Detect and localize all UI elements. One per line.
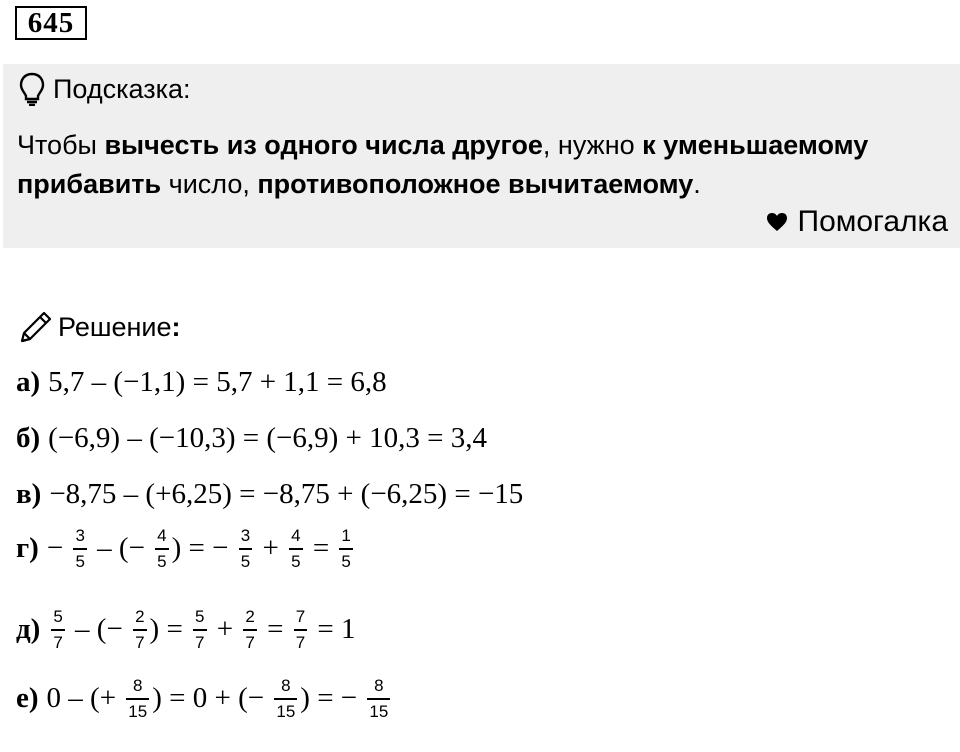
row-label: б) — [16, 422, 41, 454]
numerator: 1 — [341, 526, 351, 545]
denominator: 5 — [157, 551, 167, 571]
solution-row-e — [16, 676, 393, 722]
credit — [766, 204, 949, 240]
solution-row-a — [16, 366, 387, 399]
pencil-icon — [18, 309, 54, 345]
expression-text: – (− — [89, 532, 153, 565]
credit-label: Помогалка — [797, 205, 948, 238]
fraction — [243, 607, 256, 653]
hint-text-part: , нужно — [542, 130, 643, 160]
row-label: в) — [16, 478, 42, 510]
fraction — [274, 676, 297, 722]
solution-row-v — [16, 478, 523, 511]
expression-text: 5,7 – (−1,1) = 5,7 + 1,1 = 6,8 — [48, 366, 387, 398]
expression-text: (−6,9) – (−10,3) = (−6,9) + 10,3 = 3,4 — [48, 422, 487, 454]
numerator: 5 — [195, 607, 205, 626]
fraction — [367, 676, 390, 722]
numerator: 5 — [53, 607, 63, 626]
solution-title: Решение — [58, 312, 172, 342]
numerator: 2 — [135, 607, 145, 626]
numerator: 3 — [75, 526, 85, 545]
hint-title: Подсказка: — [53, 74, 191, 104]
row-label: а) — [16, 366, 41, 398]
expression-text: ) = − — [171, 532, 236, 565]
expression-text: 0 – (+ — [46, 682, 124, 715]
hint-text-part: к уменьшаемому прибавить — [17, 130, 869, 199]
denominator: 7 — [195, 632, 205, 652]
row-label: г) — [16, 532, 39, 565]
solution-row-d — [16, 607, 356, 653]
expression-text: + — [209, 613, 241, 646]
lightbulb-icon — [19, 72, 45, 106]
denominator: 5 — [341, 551, 351, 571]
denominator: 15 — [128, 701, 148, 721]
solution-title-row — [18, 309, 181, 345]
denominator: 5 — [75, 551, 85, 571]
hint-text-part: . — [693, 169, 701, 199]
numerator: 7 — [295, 607, 306, 626]
denominator: 15 — [276, 701, 296, 721]
solution-row-g — [16, 526, 356, 572]
solution-row-b — [16, 422, 487, 455]
fraction — [51, 607, 64, 653]
fraction — [126, 676, 149, 722]
hint-text-part: вычесть из одного числа другое — [104, 130, 543, 160]
expression-text: = — [305, 532, 337, 565]
fraction — [73, 526, 86, 572]
hint-text-part: противоположное вычитаемому — [257, 169, 694, 199]
numerator: 2 — [245, 607, 255, 626]
denominator: 15 — [369, 701, 389, 721]
heart-icon — [766, 212, 788, 232]
expression-text: −8,75 – (+6,25) = −8,75 + (−6,25) = −15 — [49, 478, 524, 510]
expression-text: = — [259, 613, 291, 646]
denominator: 5 — [240, 551, 251, 571]
hint-title-row — [19, 72, 191, 106]
fraction — [133, 607, 146, 653]
expression-text: + — [255, 532, 287, 565]
numerator: 8 — [281, 676, 291, 695]
solution-title-colon: : — [171, 312, 181, 342]
expression-text: – (− — [67, 613, 131, 646]
row-label: е) — [16, 682, 39, 715]
fraction — [289, 526, 302, 572]
numerator: 4 — [157, 526, 167, 545]
fraction — [294, 607, 307, 653]
numerator: 8 — [374, 676, 384, 695]
numerator: 3 — [240, 526, 251, 545]
denominator: 7 — [245, 632, 255, 652]
numerator: 4 — [291, 526, 301, 545]
hint-text-part: Чтобы — [17, 130, 105, 160]
expression-text: − — [46, 532, 71, 565]
expression-text: ) = 0 + (− — [152, 682, 272, 715]
expression-text: = 1 — [310, 613, 356, 646]
hint-box — [3, 64, 960, 248]
hint-text-part: число, — [161, 169, 258, 199]
fraction — [193, 607, 206, 653]
hint-text — [17, 126, 947, 204]
denominator: 5 — [291, 551, 301, 571]
fraction — [155, 526, 168, 572]
denominator: 7 — [135, 632, 145, 652]
denominator: 7 — [295, 632, 306, 652]
numerator: 8 — [133, 676, 143, 695]
expression-text: ) = − — [300, 682, 365, 715]
fraction — [239, 526, 252, 572]
expression-text: ) = — [149, 613, 191, 646]
fraction — [339, 526, 352, 572]
denominator: 7 — [53, 632, 63, 652]
task-number: 645 — [15, 6, 87, 40]
row-label: д) — [16, 613, 41, 646]
